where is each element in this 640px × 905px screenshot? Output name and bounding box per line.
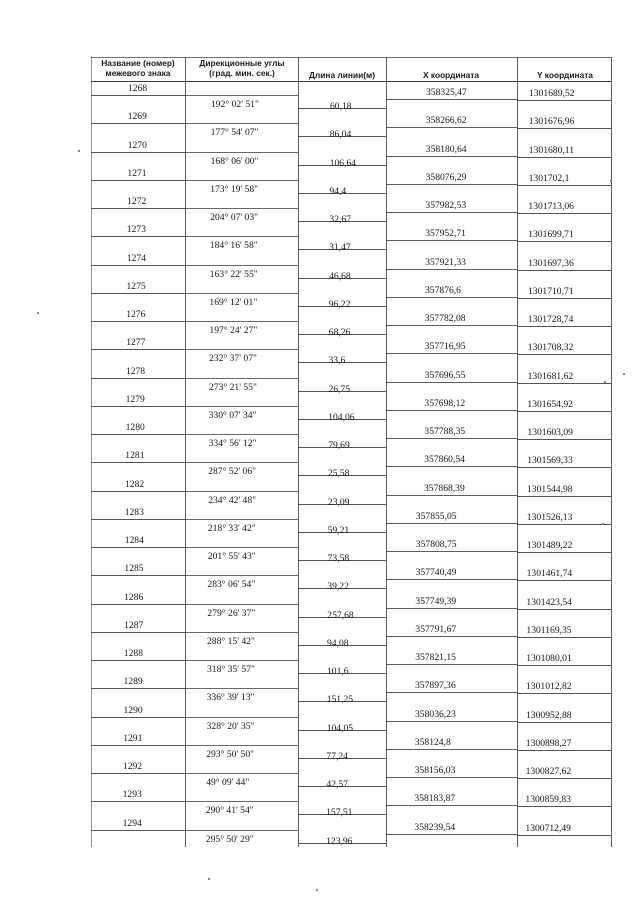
grid-row-line bbox=[517, 750, 611, 751]
grid-row-line bbox=[185, 575, 298, 576]
y-coordinate: 1301544,98 bbox=[527, 483, 573, 495]
y-coordinate: 1301710,71 bbox=[528, 285, 574, 297]
point-name: 1283 bbox=[124, 506, 144, 518]
point-name: 1287 bbox=[124, 619, 144, 631]
direction-angle: 330° 07' 34" bbox=[208, 409, 257, 421]
grid-vertical-line bbox=[517, 57, 518, 847]
y-coordinate: 1301681,62 bbox=[527, 370, 574, 382]
grid-row-line bbox=[185, 434, 298, 435]
y-coordinate: 1301526,13 bbox=[526, 511, 573, 523]
grid-row-line bbox=[185, 801, 298, 802]
point-name: 1273 bbox=[126, 224, 146, 236]
grid-row-line bbox=[386, 495, 517, 496]
x-coordinate: 357876,6 bbox=[425, 284, 461, 296]
point-name: 1288 bbox=[123, 648, 143, 659]
header-direction-angle-line1: Дирекционные углы bbox=[199, 58, 285, 68]
grid-row-line bbox=[386, 353, 517, 354]
point-name: 1275 bbox=[126, 280, 146, 292]
grid-row-line bbox=[386, 579, 517, 580]
point-name: 1284 bbox=[124, 535, 144, 546]
point-name: 1274 bbox=[126, 252, 146, 264]
line-length: 96,22 bbox=[328, 298, 351, 310]
grid-row-line bbox=[386, 410, 517, 411]
direction-angle: 336° 39' 13" bbox=[206, 692, 255, 704]
x-coordinate: 357808,75 bbox=[415, 539, 457, 550]
grid-row-line bbox=[517, 609, 611, 610]
direction-angle: 295° 50' 29" bbox=[205, 833, 254, 845]
grid-row-line bbox=[386, 692, 517, 693]
point-name: 1291 bbox=[123, 732, 143, 744]
grid-row-line bbox=[91, 688, 185, 689]
grid-row-line bbox=[185, 660, 298, 661]
grid-row-line bbox=[386, 551, 517, 552]
line-length: 33,6 bbox=[328, 355, 346, 367]
point-name: 1290 bbox=[123, 704, 143, 716]
point-name: 1268 bbox=[128, 83, 148, 94]
grid-row-line bbox=[91, 208, 185, 209]
line-length: 101,6 bbox=[327, 666, 349, 678]
header-line-length-text: Длина линии(м) bbox=[308, 70, 376, 80]
grid-row-line bbox=[386, 184, 517, 185]
grid-vertical-line bbox=[298, 57, 299, 847]
point-name: 1289 bbox=[123, 676, 143, 688]
direction-angle: 232° 37' 07" bbox=[209, 353, 257, 365]
line-length: 79,69 bbox=[328, 440, 350, 452]
x-coordinate: 358180,64 bbox=[425, 143, 467, 155]
scan-speck bbox=[316, 889, 318, 891]
point-name: 1278 bbox=[125, 365, 146, 377]
grid-row-line bbox=[386, 466, 517, 467]
grid-row-line bbox=[185, 462, 298, 463]
point-name: 1280 bbox=[125, 422, 145, 433]
grid-row-line bbox=[91, 321, 185, 322]
grid-row-line bbox=[386, 608, 517, 609]
line-length: 104,06 bbox=[328, 411, 355, 423]
grid-row-line bbox=[185, 293, 298, 294]
line-length: 104,05 bbox=[326, 722, 354, 734]
header-x-coordinate-text: X координата bbox=[422, 70, 480, 80]
line-length: 77,24 bbox=[326, 750, 348, 762]
grid-row-line bbox=[386, 777, 517, 778]
line-length: 59,21 bbox=[327, 524, 350, 536]
grid-row-line bbox=[185, 491, 298, 492]
x-coordinate: 357698,12 bbox=[424, 397, 466, 409]
grid-row-line bbox=[517, 524, 611, 525]
x-coordinate: 357716,95 bbox=[424, 341, 466, 353]
grid-row-line bbox=[91, 519, 185, 520]
point-name: 1269 bbox=[127, 111, 147, 123]
line-length: 257,68 bbox=[327, 609, 354, 621]
line-length: 60,18 bbox=[330, 101, 352, 113]
x-coordinate: 357855,05 bbox=[415, 510, 457, 522]
grid-row-line bbox=[185, 123, 298, 124]
x-coordinate: 357782,08 bbox=[424, 313, 466, 324]
grid-row-line bbox=[386, 721, 517, 722]
direction-angle: 279° 26' 37" bbox=[207, 607, 256, 619]
scan-speck bbox=[602, 523, 604, 525]
direction-angle: 168° 06' 00" bbox=[210, 155, 259, 167]
direction-angle: 273° 21' 55" bbox=[209, 381, 257, 393]
grid-row-line bbox=[91, 152, 185, 153]
line-length: 23,09 bbox=[327, 496, 350, 508]
y-coordinate: 1301680,11 bbox=[528, 144, 575, 156]
point-name: 1293 bbox=[122, 789, 142, 801]
grid-row-line bbox=[386, 805, 517, 806]
point-name: 1294 bbox=[122, 817, 142, 829]
grid-row-line bbox=[185, 236, 298, 237]
grid-row-line bbox=[386, 636, 517, 637]
direction-angle: 204° 07' 03" bbox=[210, 212, 259, 224]
direction-angle: 318° 35' 57" bbox=[207, 664, 255, 676]
grid-row-line bbox=[91, 349, 185, 350]
y-coordinate: 1301697,36 bbox=[528, 257, 574, 269]
grid-row-line bbox=[517, 806, 611, 807]
line-length: 157,51 bbox=[326, 807, 353, 819]
grid-vertical-line bbox=[185, 57, 186, 847]
y-coordinate: 1300859,83 bbox=[525, 794, 571, 806]
y-coordinate: 1301689,52 bbox=[529, 88, 575, 99]
grid-row-line bbox=[517, 100, 611, 101]
grid-row-line bbox=[91, 547, 185, 548]
grid-row-line bbox=[386, 749, 517, 750]
grid-row-line bbox=[517, 552, 611, 553]
y-coordinate: 1301728,74 bbox=[527, 314, 574, 325]
grid-row-line bbox=[91, 406, 185, 407]
grid-row-line bbox=[517, 326, 611, 327]
grid-row-line bbox=[517, 411, 611, 412]
x-coordinate: 358124,8 bbox=[414, 736, 451, 748]
line-length: 94,08 bbox=[327, 637, 349, 649]
x-coordinate: 358325,47 bbox=[426, 87, 467, 98]
y-coordinate: 1301713,06 bbox=[528, 201, 574, 212]
grid-row-line bbox=[185, 321, 298, 322]
grid-row-line bbox=[91, 462, 185, 463]
grid-row-line bbox=[91, 434, 185, 435]
direction-angle: 218° 33' 42" bbox=[207, 522, 256, 534]
grid-row-line bbox=[386, 438, 517, 439]
grid-row-line bbox=[185, 180, 298, 181]
grid-row-line bbox=[185, 604, 298, 605]
grid-row-line bbox=[91, 632, 185, 633]
grid-row-line bbox=[185, 95, 298, 96]
header-direction-angle-line2: (град. мин. сек.) bbox=[209, 68, 275, 78]
direction-angle: 163° 22' 55" bbox=[209, 268, 258, 280]
line-length: 39,22 bbox=[327, 581, 349, 593]
line-length: 123,96 bbox=[326, 835, 353, 847]
direction-angle: 234° 42' 48" bbox=[208, 494, 257, 506]
grid-row-line bbox=[386, 269, 517, 270]
grid-vertical-line bbox=[611, 57, 612, 847]
header-y-coordinate bbox=[520, 70, 610, 80]
grid-row-line bbox=[91, 123, 185, 124]
grid-row-line bbox=[517, 722, 611, 723]
line-length: 26,75 bbox=[328, 383, 351, 395]
grid-row-line bbox=[91, 95, 185, 96]
x-coordinate: 358076,29 bbox=[425, 171, 467, 183]
y-coordinate: 1300952,88 bbox=[526, 709, 572, 721]
grid-row-line bbox=[517, 185, 611, 186]
line-length: 42,57 bbox=[326, 779, 348, 791]
header-point-name-line1: Название (номер) bbox=[101, 58, 175, 68]
header-point-name-line2: межевого знака bbox=[105, 68, 171, 78]
direction-angle: 334° 56' 12" bbox=[208, 438, 257, 450]
grid-row-line bbox=[185, 406, 298, 407]
y-coordinate: 1301569,33 bbox=[527, 455, 573, 467]
line-length: 106,64 bbox=[329, 157, 357, 169]
grid-row-line bbox=[185, 830, 298, 831]
grid-row-line bbox=[517, 298, 611, 299]
grid-row-line bbox=[517, 157, 611, 158]
point-name: 1276 bbox=[126, 309, 146, 320]
x-coordinate: 358183,87 bbox=[414, 793, 456, 805]
grid-row-line bbox=[517, 270, 611, 271]
header-y-coordinate-text: Y координата bbox=[537, 70, 593, 80]
scan-speck bbox=[78, 150, 80, 152]
line-length: 68,26 bbox=[328, 327, 351, 339]
line-length: 32,67 bbox=[329, 214, 351, 226]
grid-row-line bbox=[185, 208, 298, 209]
point-name: 1271 bbox=[127, 167, 147, 179]
y-coordinate: 1300712,49 bbox=[525, 822, 571, 834]
grid-header-bottom-line bbox=[91, 81, 611, 82]
y-coordinate: 1301654,92 bbox=[527, 398, 573, 410]
grid-row-line bbox=[517, 693, 611, 694]
x-coordinate: 357982,53 bbox=[425, 200, 467, 211]
y-coordinate: 1301080,01 bbox=[526, 653, 572, 664]
line-length: 94,4 bbox=[329, 185, 347, 197]
grid-row-line bbox=[517, 778, 611, 779]
x-coordinate: 358036,23 bbox=[415, 708, 456, 720]
y-coordinate: 1301423,54 bbox=[526, 596, 572, 608]
grid-row-line bbox=[517, 467, 611, 468]
scan-speck bbox=[604, 381, 606, 383]
grid-row-line bbox=[185, 265, 298, 266]
grid-row-line bbox=[91, 378, 185, 379]
grid-row-line bbox=[517, 128, 611, 129]
scan-speck bbox=[208, 878, 210, 880]
point-name: 1277 bbox=[126, 337, 146, 349]
grid-row-line bbox=[91, 801, 185, 802]
point-name: 1270 bbox=[127, 139, 147, 151]
direction-angle: 287° 52' 06" bbox=[208, 466, 257, 478]
x-coordinate: 358266,62 bbox=[425, 115, 467, 127]
y-coordinate: 1301012,82 bbox=[526, 681, 572, 693]
scan-speck bbox=[37, 312, 39, 314]
x-coordinate: 357749,39 bbox=[415, 595, 457, 607]
grid-vertical-line bbox=[386, 57, 387, 847]
grid-row-line bbox=[185, 378, 298, 379]
grid-row-line bbox=[91, 717, 185, 718]
direction-angle: 169° 12' 01" bbox=[209, 296, 258, 308]
x-coordinate: 357860,54 bbox=[424, 454, 465, 466]
grid-row-line bbox=[185, 773, 298, 774]
grid-row-line bbox=[185, 519, 298, 520]
grid-row-line bbox=[517, 835, 611, 836]
direction-angle: 177° 54' 07" bbox=[210, 127, 259, 139]
grid-row-line bbox=[517, 665, 611, 666]
point-name: 1286 bbox=[124, 591, 144, 603]
grid-row-line bbox=[185, 717, 298, 718]
grid-row-line bbox=[517, 637, 611, 638]
grid-row-line bbox=[185, 152, 298, 153]
grid-row-line bbox=[91, 265, 185, 266]
grid-row-line bbox=[386, 156, 517, 157]
line-length: 25,58 bbox=[327, 468, 350, 480]
grid-row-line bbox=[386, 664, 517, 665]
x-coordinate: 358239,54 bbox=[414, 821, 456, 833]
line-length: 31,47 bbox=[329, 242, 351, 254]
grid-row-line bbox=[185, 349, 298, 350]
grid-row-line bbox=[386, 127, 517, 128]
x-coordinate: 357788,35 bbox=[424, 426, 466, 437]
grid-row-line bbox=[91, 660, 185, 661]
y-coordinate: 1301461,74 bbox=[526, 568, 573, 580]
grid-row-line bbox=[517, 213, 611, 214]
direction-angle: 192° 02' 51" bbox=[211, 99, 259, 111]
grid-row-line bbox=[517, 354, 611, 355]
grid-row-line bbox=[91, 236, 185, 237]
x-coordinate: 357740,49 bbox=[415, 567, 457, 579]
x-coordinate: 357921,33 bbox=[425, 256, 466, 268]
direction-angle: 290° 41' 54" bbox=[205, 805, 254, 817]
line-length: 151,25 bbox=[326, 694, 354, 706]
grid-row-line bbox=[185, 688, 298, 689]
grid-row-line bbox=[91, 604, 185, 605]
grid-row-line bbox=[91, 745, 185, 746]
grid-row-line bbox=[386, 212, 517, 213]
line-length: 73,58 bbox=[327, 553, 350, 565]
direction-angle: 197° 24' 27" bbox=[209, 325, 258, 337]
x-coordinate: 357696,55 bbox=[424, 369, 466, 381]
y-coordinate: 1301489,22 bbox=[526, 540, 573, 551]
grid-row-line bbox=[386, 240, 517, 241]
grid-row-line bbox=[517, 439, 611, 440]
scan-speck bbox=[623, 373, 625, 375]
grid-row-line bbox=[91, 773, 185, 774]
y-coordinate: 1301702,1 bbox=[528, 172, 570, 184]
direction-angle: 173° 19' 58" bbox=[210, 183, 259, 195]
x-coordinate: 357791,67 bbox=[415, 623, 457, 635]
point-name: 1292 bbox=[122, 761, 143, 772]
grid-row-line bbox=[517, 241, 611, 242]
grid-row-line bbox=[517, 580, 611, 581]
x-coordinate: 357952,71 bbox=[425, 228, 466, 240]
grid-row-line bbox=[185, 745, 298, 746]
y-coordinate: 1300827,62 bbox=[525, 766, 572, 777]
grid-row-line bbox=[91, 491, 185, 492]
point-name: 1279 bbox=[125, 393, 145, 405]
grid-row-line bbox=[386, 99, 517, 100]
grid-row-line bbox=[517, 496, 611, 497]
header-point-name bbox=[92, 58, 184, 78]
header-direction-angle bbox=[186, 58, 298, 78]
grid-row-line bbox=[517, 383, 611, 384]
x-coordinate: 357821,15 bbox=[415, 652, 456, 663]
grid-row-line bbox=[91, 575, 185, 576]
x-coordinate: 357868,39 bbox=[424, 482, 465, 494]
point-name: 1285 bbox=[124, 563, 144, 575]
grid-vertical-line bbox=[91, 57, 92, 847]
line-length: 46,68 bbox=[329, 270, 351, 282]
grid-row-line bbox=[386, 834, 517, 835]
header-x-coordinate bbox=[388, 70, 514, 80]
grid-row-line bbox=[91, 180, 185, 181]
grid-row-line bbox=[386, 382, 517, 383]
point-name: 1272 bbox=[127, 196, 147, 207]
grid-row-line bbox=[91, 293, 185, 294]
direction-angle: 293° 50' 50" bbox=[206, 748, 255, 760]
direction-angle: 49° 09' 44" bbox=[206, 777, 250, 789]
header-line-length bbox=[300, 70, 384, 80]
y-coordinate: 1301699,71 bbox=[528, 229, 574, 241]
y-coordinate: 1301708,32 bbox=[527, 342, 574, 354]
y-coordinate: 1300898,27 bbox=[525, 737, 572, 749]
grid-row-line bbox=[185, 547, 298, 548]
scan-speck bbox=[610, 180, 612, 182]
direction-angle: 288° 15' 42" bbox=[207, 635, 255, 647]
point-name: 1282 bbox=[125, 478, 145, 490]
grid-row-line bbox=[91, 830, 185, 831]
grid-row-line bbox=[185, 632, 298, 633]
x-coordinate: 358156,03 bbox=[414, 765, 456, 776]
direction-angle: 201° 55' 43" bbox=[207, 551, 256, 563]
y-coordinate: 1301169,35 bbox=[526, 624, 572, 636]
direction-angle: 283° 06' 54" bbox=[207, 579, 256, 591]
direction-angle: 184° 16' 58" bbox=[209, 240, 258, 252]
grid-row-line bbox=[386, 297, 517, 298]
line-length: 86,04 bbox=[329, 129, 352, 141]
y-coordinate: 1301676,96 bbox=[528, 116, 575, 128]
direction-angle: 328° 20' 35" bbox=[206, 720, 255, 732]
x-coordinate: 357897,36 bbox=[415, 680, 456, 692]
y-coordinate: 1301603,09 bbox=[527, 427, 573, 438]
grid-row-line bbox=[386, 325, 517, 326]
grid-row-line bbox=[386, 523, 517, 524]
point-name: 1281 bbox=[125, 450, 145, 462]
